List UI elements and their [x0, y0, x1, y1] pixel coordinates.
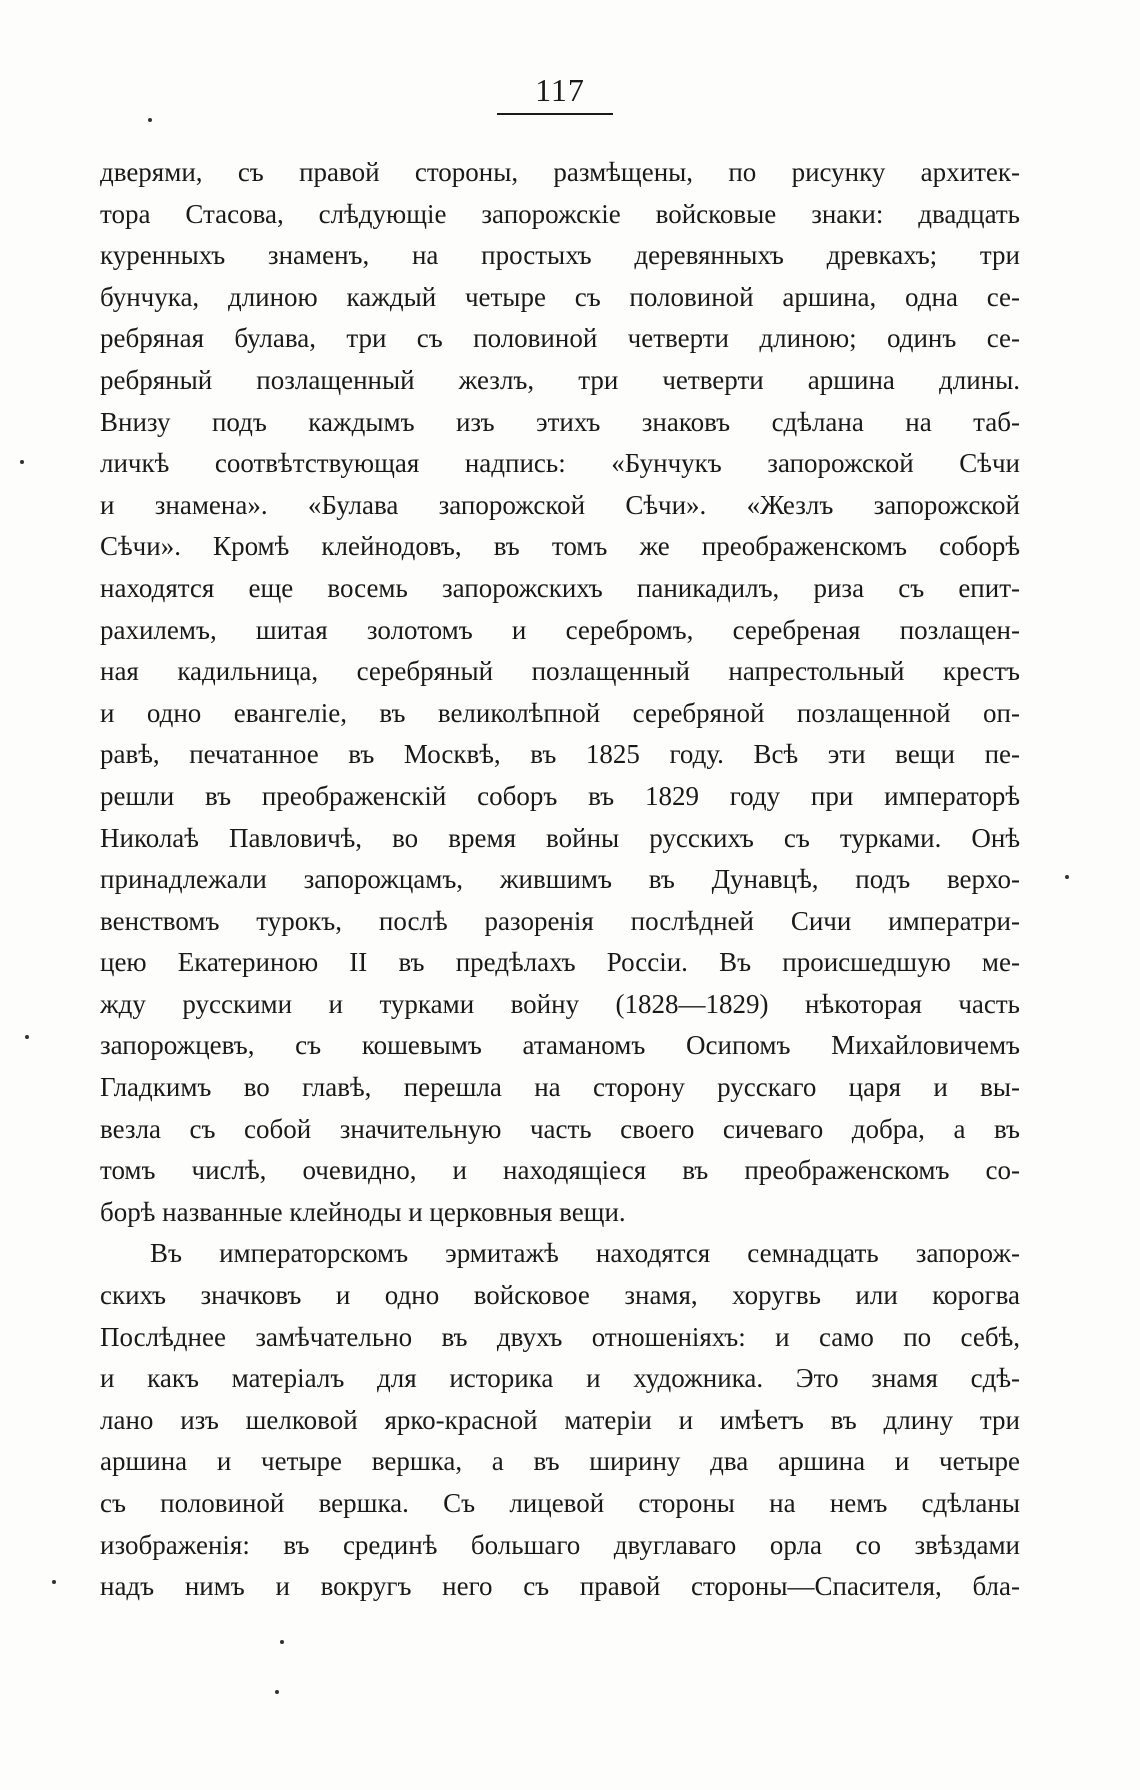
text-line: ребряная булава, три съ половиной четверти длиною; одинъ се-	[100, 323, 1020, 354]
text-line: находятся еще восемь запорожскихъ паникадилъ, риза съ епит-	[100, 572, 1020, 603]
text-line: тора Стасова, слѣдующіе запорожскіе войсковые знаки: двадцать	[100, 198, 1020, 229]
page-number: 117	[535, 72, 585, 108]
paragraph-1	[100, 152, 1020, 1233]
scan-speck	[52, 1580, 56, 1584]
body-text	[100, 152, 1020, 1608]
scan-speck	[148, 118, 152, 122]
text-line: томъ числѣ, очевидно, и находящіеся въ преображенскомъ со-	[100, 1155, 1020, 1186]
text-line: ная кадильница, серебряный позлащенный напрестольный крестъ	[100, 656, 1020, 687]
text-line: скихъ значковъ и одно войсковое знамя, хоругвь или корогва	[100, 1280, 1020, 1311]
header-rule	[497, 113, 613, 115]
text-line: дверями, съ правой стороны, размѣщены, по рисунку архитек-	[100, 157, 1020, 187]
text-line: и одно евангеліе, въ великолѣпной серебряной позлащенной оп-	[100, 697, 1020, 728]
paragraph-2	[100, 1233, 1020, 1607]
text-line: Въ императорскомъ эрмитажѣ находятся семнадцать запорож-	[150, 1238, 1020, 1269]
text-line: Сѣчи». Кромѣ клейнодовъ, въ томъ же преображенскомъ соборѣ	[100, 531, 1020, 562]
text-line: решли въ преображенскій соборъ въ 1829 году при императорѣ	[100, 780, 1020, 811]
text-line: куренныхъ знаменъ, на простыхъ деревянныхъ древкахъ; три	[100, 240, 1020, 271]
text-line: Николаѣ Павловичѣ, во время войны русскихъ съ турками. Онѣ	[100, 822, 1020, 853]
scan-speck	[280, 1640, 284, 1644]
text-line: равѣ, печатанное въ Москвѣ, въ 1825 году. Всѣ эти вещи пе-	[100, 739, 1020, 770]
text-line: надъ нимъ и вокругъ него съ правой стороны—Спасителя, бла-	[100, 1571, 1020, 1602]
text-line: и знамена». «Булава запорожской Сѣчи». «Жезлъ запорожской	[100, 489, 1020, 520]
text-line: лано изъ шелковой ярко-красной матеріи и имѣетъ въ длину три	[100, 1404, 1020, 1435]
text-line: Гладкимъ во главѣ, перешла на сторону русскаго царя и вы-	[100, 1072, 1020, 1103]
text-line: запорожцевъ, съ кошевымъ атаманомъ Осипомъ Михайловичемъ	[100, 1030, 1020, 1061]
text-line: везла съ собой значительную часть своего сичеваго добра, а въ	[100, 1113, 1020, 1144]
text-line: принадлежали запорожцамъ, жившимъ въ Дунавцѣ, подъ верхо-	[100, 864, 1020, 895]
text-line: изображенія: въ срединѣ большаго двуглаваго орла со звѣздами	[100, 1529, 1020, 1560]
text-line: съ половиной вершка. Съ лицевой стороны на немъ сдѣланы	[100, 1488, 1020, 1518]
scan-speck	[25, 1035, 29, 1039]
text-line: цею Екатериною II въ предѣлахъ Россіи. Въ происшедшую ме-	[100, 947, 1020, 978]
text-line: Послѣднее замѣчательно въ двухъ отношеніяхъ: и само по себѣ,	[100, 1321, 1020, 1352]
text-line: бунчука, длиною каждый четыре съ половиной аршина, одна се-	[100, 281, 1020, 312]
scan-speck	[275, 1690, 279, 1694]
text-line: борѣ названные клейноды и церковныя вещи.	[100, 1196, 626, 1227]
text-line: и какъ матеріалъ для историка и художника. Это знамя сдѣ-	[100, 1363, 1020, 1394]
text-line: аршина и четыре вершка, а въ ширину два аршина и четыре	[100, 1446, 1020, 1477]
scan-speck	[1065, 875, 1069, 879]
text-line: личкѣ соотвѣтствующая надпись: «Бунчукъ запорожской Сѣчи	[100, 448, 1020, 479]
text-line: ребряный позлащенный жезлъ, три четверти аршина длины.	[100, 364, 1020, 395]
text-line: венствомъ турокъ, послѣ разоренія послѣдней Сичи императри-	[100, 905, 1020, 936]
text-line: рахилемъ, шитая золотомъ и серебромъ, серебреная позлащен-	[100, 614, 1020, 645]
text-line: жду русскими и турками войну (1828—1829) нѣкоторая часть	[100, 988, 1020, 1019]
text-line: Внизу подъ каждымъ изъ этихъ знаковъ сдѣлана на таб-	[100, 406, 1020, 437]
scan-speck	[20, 460, 24, 464]
